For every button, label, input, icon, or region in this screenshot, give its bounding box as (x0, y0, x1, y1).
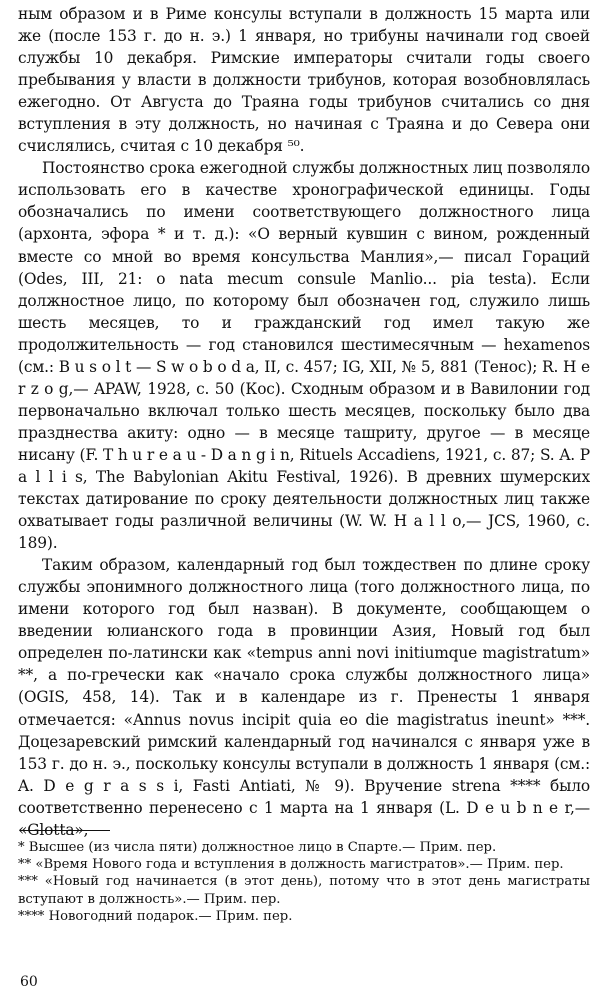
footnote-2: ** «Время Нового года и вступления в должность магистратов».— Прим. пер. (18, 857, 564, 873)
footnotes (18, 839, 590, 925)
main-text (18, 3, 590, 841)
footnote-1: * Высшее (из числа пяти) должностное лицо в Спарте.— Прим. пер. (18, 840, 497, 855)
footnote-3: *** «Новый год начинается (в этот день), потому что в этот день магистраты вступают в должность».— Прим. пер. (18, 874, 590, 907)
paragraph-continuation: ным образом и в Риме консулы вступали в должность 15 марта или же (после 153 г. до н. э.) 1 января, но трибуны начинали год своей службы 10 декабря. Римские императоры считали годы своего пребывания у власти в должности трибунов, которая возобновлялась ежегодно. От Августа до Траяна годы трибунов считались со дня вступления в эту должность, но начиная с Траяна и до Севера они счислялись, считая с 10 декабря ⁵⁰. (18, 5, 590, 156)
footnote-divider (20, 830, 110, 831)
paragraph-eponym-years: Постоянство срока ежегодной службы должностных лиц позволяло использовать его в качестве хронографической единицы. Годы обозначались по имени соответствующего должностного лица (архонта, эфора * и т. д.): «О верный кувшин с вином, рожденный вместе со мной во время консульства Манлия»,— писал Гораций (Odes, III, 21: o nata mecum consule Manlio... pia testa). Если должностное лицо, по которому был обозначен год, служило лишь шесть месяцев, то и гражданский год имел такую же продолжительность — год становился шестимесячным — hexamenos (см.: B u s o l t — S w o b o d a, II, с. 457; IG, XII, № 5, 881 (Тенос); R. H e r z o g,— APAW, 1928, с. 50 (Кос). Сходным образом и в Вавилонии год первоначально включал только шесть месяцев, поскольку было два празднества акиту: одно — в месяце ташриту, другое — в месяце нисану (F. T h u r e a u - D a n g i n, Rituels Accadiens, 1921, с. 87; S. A. P a l l i s, The Babylonian Akitu Festival, 1926). В древних шумерских текстах датирование по сроку деятельности должностных лиц также охватывает годы различной величины (W. W. H a l l o,— JCS, 1960, с. 189). (18, 159, 590, 553)
footnote-4: **** Новогодний подарок.— Прим. пер. (18, 908, 293, 924)
page-number: 60 (20, 974, 38, 990)
paragraph-calendar-year: Таким образом, календарный год был тождествен по длине сроку службы эпонимного должностного лица (того должностного лица, по имени которого год был назван). В документе, сообщающем о введении юлианского года в провинции Азия, Новый год был определен по-латински как «tempus anni novi initiumque magistratum» **, а по-гречески как «начало срока службы должностного лица» (OGIS, 458, 14). Так и в календаре из г. Пренесты 1 января отмечается: «Annus novus incipit quia eo die magistratus ineunt» ***. Доцезаревский римский календарный год начинался с января уже в 153 г. до н. э., поскольку консулы вступали в должность 1 января (см.: A. D e g r a s s i, Fasti Antiati, № 9). Вручение strena **** было соответственно перенесено с 1 марта на 1 января (L. D e u b n e r,— «Glotta», (18, 556, 590, 839)
